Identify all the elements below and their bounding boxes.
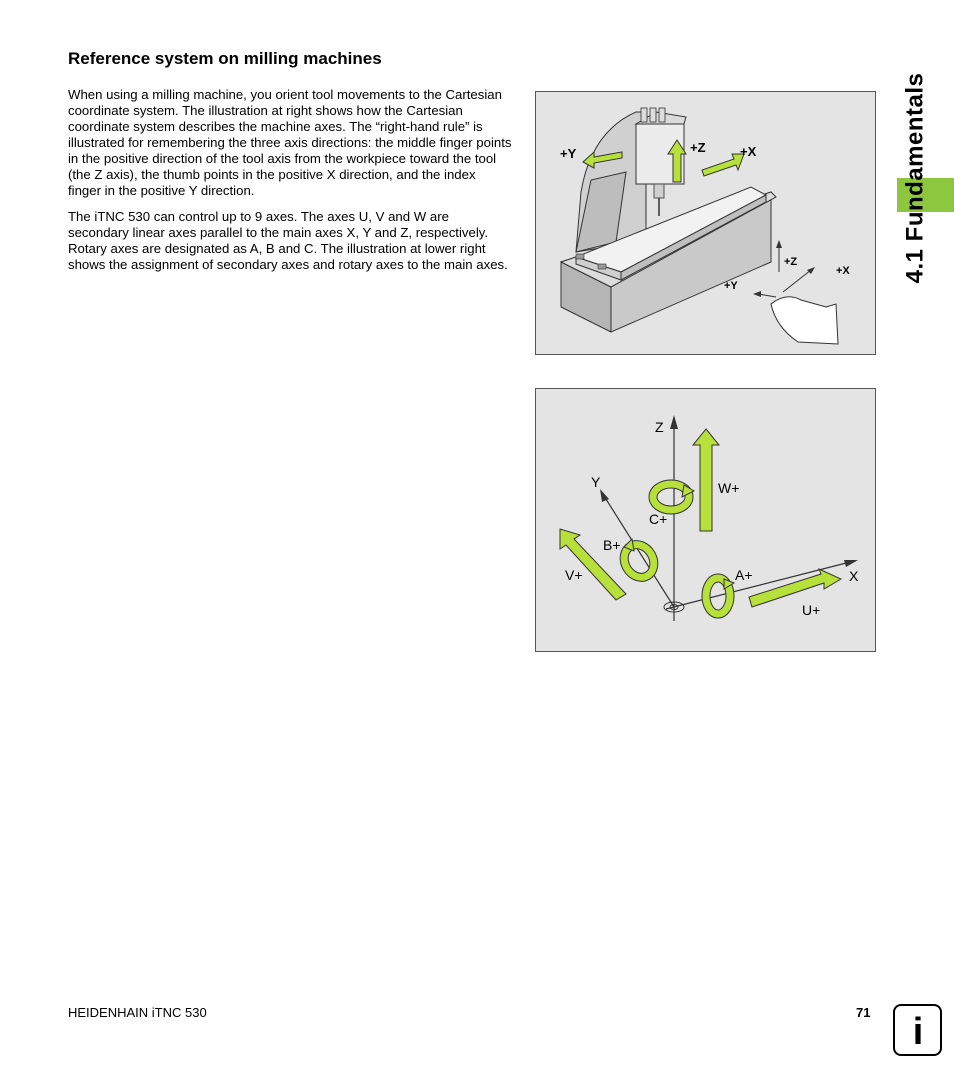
axis-x-label: X — [849, 568, 859, 584]
hand-x-label: +X — [836, 265, 850, 277]
chapter-title-text: 4.1 Fundamentals — [901, 72, 929, 284]
info-icon — [893, 1004, 942, 1056]
machine-y-label: +Y — [560, 146, 577, 161]
milling-machine-figure — [535, 91, 876, 355]
axis-w-label: W+ — [718, 480, 740, 496]
page-number: 71 — [856, 1005, 871, 1020]
machine-x-label: +X — [740, 144, 757, 159]
machine-z-label: +Z — [690, 140, 706, 155]
info-glyph-icon — [903, 1011, 933, 1049]
paragraph-intro: When using a milling machine, you orient tool movements to the Cartesian coordinate system. The illustration at right shows how the Cartesian coordinate system describes the machine axes. The “right-hand rule” is illustrated for remembering the three axis directions: the middle finger points in the positive direction of the tool axis from the workpiece toward the tool (the Z axis), the thumb points in the positive X direction, and the index finger in the positive Y direction. — [68, 87, 512, 198]
chapter-side-title — [895, 72, 935, 284]
hand-z-label: +Z — [784, 256, 798, 268]
section-heading: Reference system on milling machines — [68, 49, 382, 68]
axis-assignment-figure — [535, 388, 876, 652]
svg-text:i: i — [912, 1011, 923, 1049]
hand-y-label: +Y — [724, 280, 738, 292]
axis-u-label: U+ — [802, 602, 821, 618]
milling-machine-illustration — [536, 92, 877, 356]
axis-y-label: Y — [591, 474, 601, 490]
axis-assignment-illustration — [536, 389, 877, 653]
axis-z-label: Z — [655, 419, 664, 435]
axis-a-label: A+ — [735, 567, 753, 583]
axis-v-label: V+ — [565, 567, 583, 583]
manual-title: HEIDENHAIN iTNC 530 — [68, 1005, 207, 1020]
paragraph-axes: The iTNC 530 can control up to 9 axes. The axes U, V and W are secondary linear axes parallel to the main axes X, Y and Z, respectively. Rotary axes are designated as A, B and C. The illustration at lower right shows the assignment of secondary axes and rotary axes to the main axes. — [68, 209, 508, 272]
axis-b-label: B+ — [603, 537, 621, 553]
axis-c-label: C+ — [649, 511, 668, 527]
